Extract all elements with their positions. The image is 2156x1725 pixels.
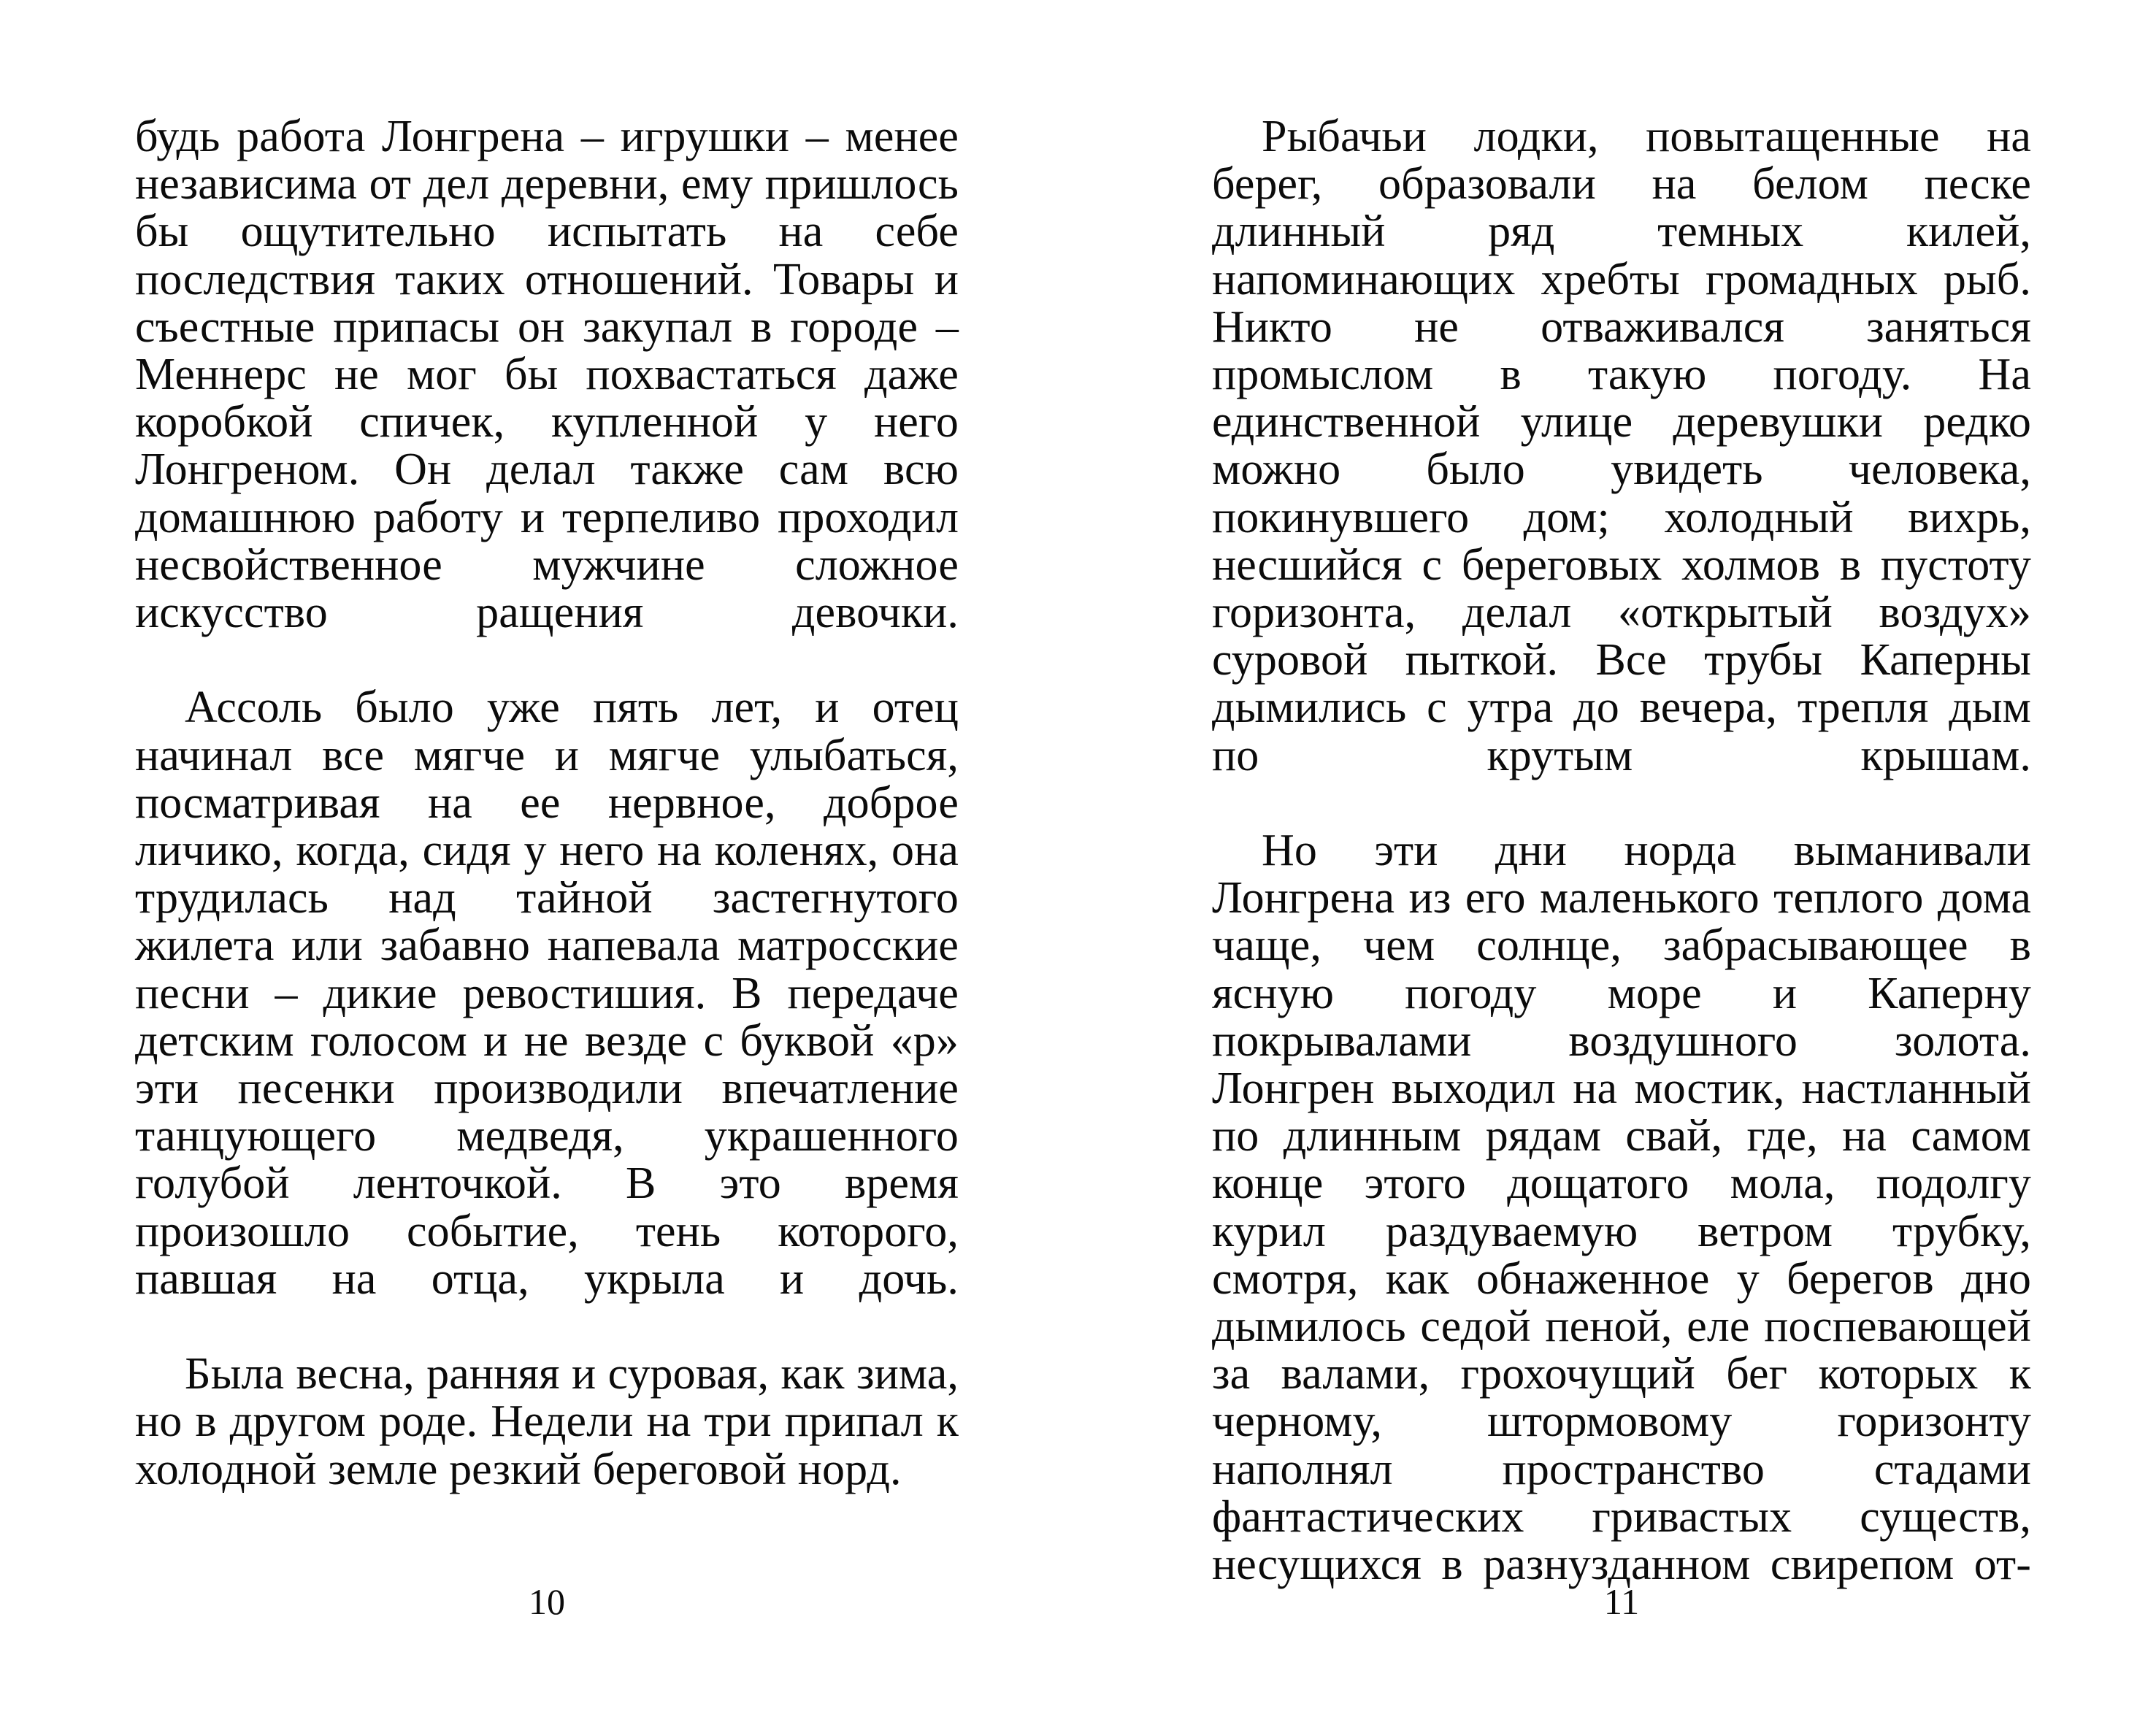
page-number: 11 — [1603, 1581, 1640, 1622]
paragraph: Была весна, ранняя и суровая, как зима, но в другом роде. Недели на три припал к холодной земле резкий береговой норд. — [135, 1349, 959, 1494]
paragraph: будь работа Лонгрена – игрушки – менее независима от дел деревни, ему пришлось бы ощутительно испытать на себе последствия таких отношений. Товары и съестные припасы он закупал в городе – Меннерс не мог бы похвастаться даже коробкой спичек, купленной у него Лонгреном. Он делал также сам всю домашнюю работу и терпеливо проходил несвойственное мужчине сложное искусство ращения девочки. — [135, 112, 959, 638]
paragraph: Рыбачьи лодки, повытащенные на берег, образовали на белом песке длинный ряд темных килей, напоминающих хребты громадных рыб. Никто не отваживался заняться промыслом в такую погоду. На единственной улице деревушки редко можно было увидеть человека, покинувшего дом; холодный вихрь, несшийся с береговых холмов в пустоту горизонта, делал «открытый воздух» суровой пыткой. Все трубы Каперны дымились с утра до вечера, трепля дым по крутым крышам. — [1212, 112, 2031, 780]
page-number: 10 — [529, 1581, 565, 1622]
right-page — [1212, 0, 2031, 1725]
paragraph: Но эти дни норда выманивали Лонгрена из его маленького теплого дома чаще, чем солнце, забрасывающее в ясную погоду море и Каперну покрывалами воздушного золота. Лонгрен выходил на мостик, настланный по длинным рядам свай, где, на самом конце этого дощатого мола, подолгу курил раздуваемую ветром трубку, смотря, как обнаженное у берегов дно дымилось седой пеной, еле поспевающей за валами, грохочущий бег которых к черному, штормовому горизонту наполнял пространство стадами фантастических гривастых существ, несущихся в разнузданном свирепом от- — [1212, 826, 2031, 1590]
left-page — [135, 0, 959, 1725]
left-page-text-block — [135, 113, 959, 1494]
paragraph: Ассоль было уже пять лет, и отец начинал все мягче и мягче улыбаться, посматривая на ее нервное, доброе личико, когда, сидя у него на коленях, она трудилась над тайной застегнутого жилета или забавно напевала матросские песни – дикие ревостишия. В передаче детским голосом и не везде с буквой «р» эти песенки производили впечатление танцующего медведя, украшенного голубой ленточкой. В это время произошло событие, тень которого, павшая на отца, укрыла и дочь. — [135, 683, 959, 1304]
right-page-text-block — [1212, 113, 2031, 1637]
